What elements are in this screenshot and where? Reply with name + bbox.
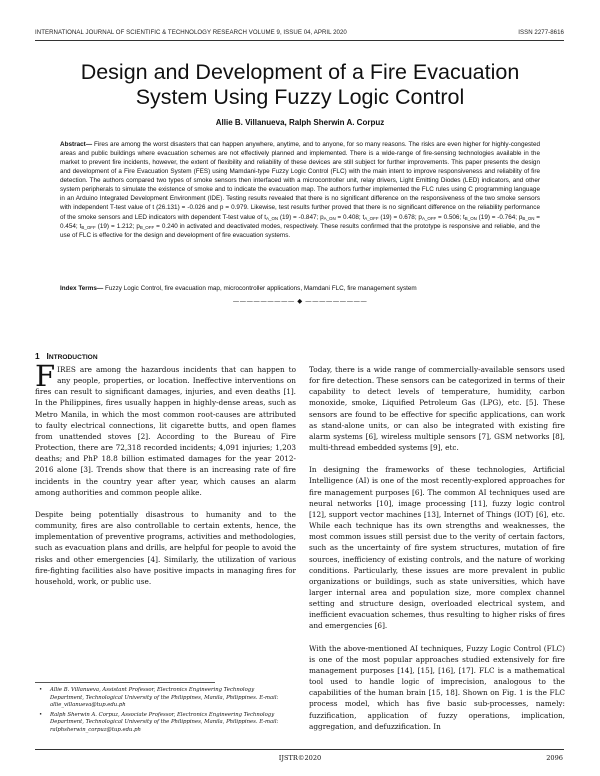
abstract-stat: $_{A\_OFF}$ = 0.506; t	[421, 213, 465, 221]
footer-copyright: IJSTR©2020	[278, 754, 322, 762]
stat-sub: B_OFF	[139, 224, 155, 230]
title-line-1: Design and Development of a Fire Evacuation	[80, 60, 520, 84]
paragraph: FIRES are among the hazardous incidents that can happen to any people, properties, or location. Ineffective interventions on fires can result to significant damages, injuries, and even deaths [1]. In the Philippines, fires usually happen in highly-dense areas, such as Metro Manila, in which the most common root-causes are attributed to faulty electrical connections, lit cigarette butts, and open flames from unattended stoves [2]. According to the Bureau of Fire Protection, there are 72,318 recorded incidents; 4,091 injuries; 1,203 deaths; and PhP 18.8 billion estimated damages for the year 2012-2016 alone [3]. Trends show that there is an increasing rate of fire incidents in the country year after year, which causes an alarm among authorities and common people alike.	[35, 359, 296, 497]
footnotes	[35, 687, 285, 736]
abstract-stat: $_{A\_OFF}$ (19) = 0.678; p	[364, 213, 422, 221]
running-header	[35, 29, 564, 39]
stat-sub: A_OFF	[421, 215, 437, 221]
right-column	[309, 364, 565, 743]
paragraph: With the above-mentioned AI techniques, Fuzzy Logic Control (FLC) is one of the most popular approaches studied extensively for fire management purposes [14], [15], [16], [17]. FLC is a mathematical tool used to handle logic of imprecision, analogous to the capabilities of the human brain [15, 18]. Shown on Fig. 1 is the FLC process model, which has five basic sub-processes, namely: fuzzification, application of fuzzy operations, implication, aggregation, and defuzzification. In	[309, 643, 565, 731]
stat-sub: B_ON	[464, 215, 477, 221]
journal-header: INTERNATIONAL JOURNAL OF SCIENTIFIC & TECHNOLOGY RESEARCH VOLUME 9, ISSUE 04, APRIL 2020	[35, 29, 347, 36]
bullet-icon: •	[39, 711, 43, 718]
abstract-stat: $_{B\_OFF}$ = 0.240 in activated and deactivated modes, respectively. These results confirmed that the prototype is responsive and reliable, and the use of FLC is effective for the design and development of fire evacuation systems.	[60, 222, 540, 239]
stat-sub: A_ON	[266, 215, 279, 221]
index-terms-label: Index Terms—	[60, 285, 104, 292]
issn-header: ISSN 2277-8616	[518, 29, 564, 36]
footnote: • Allie B. Villanueva, Assistant Professor, Electronics Engineering Technology Department, Technological University of the Philippines, Manila, Philippines. E-mail: allie_villanueva@tup.edu.ph	[39, 687, 279, 708]
drop-cap: F	[35, 359, 56, 393]
abstract-stat: $_{A\_ON}$ = 0.408; t	[323, 213, 365, 221]
abstract-stat: $_{B\_ON}$ = 0.454; t	[60, 213, 540, 230]
index-terms	[60, 284, 540, 293]
abstract-label: Abstract—	[60, 141, 93, 148]
stat-sub: B_OFF	[81, 224, 96, 230]
stat-sub: A_ON	[323, 215, 336, 221]
footnote: • Ralph Sherwin A. Corpuz, Associate Professor, Electronics Engineering Technology Department, Technological University of the Philippines, Manila, Philippines. E-mail: ralphsherwin_corpuz@tup.edu.ph	[39, 711, 279, 733]
title-line-2: System Using Fuzzy Logic Control	[135, 85, 465, 109]
section-number: 1	[35, 351, 40, 361]
authors: Allie B. Villanueva, Ralph Sherwin A. Corpuz	[215, 118, 385, 127]
footnote-rule	[35, 682, 215, 683]
header-rule	[35, 40, 564, 41]
stat-sub: A_OFF	[364, 215, 379, 221]
paragraph: Today, there is a wide range of commercially-available sensors used for fire detection. These sensors can be categorized in terms of their capability to detect levels of temperature, humidity, carbon monoxide, smoke, Liquified Petroleum Gas (LPG), etc. [5]. These sensors are found to be effective for specific applications, can work as stand-alone units, or can also be integrated with existing fire alarm systems [6], wireless multiple sensors [7], GSM networks [8], multi-thread embedded systems [9], etc.	[309, 365, 565, 453]
section-title-rest: NTRODUCTION	[48, 354, 98, 361]
page-number: 2096	[546, 754, 563, 762]
section-title-initial: I	[46, 351, 49, 361]
abstract-stat: $_{B\_ON}$ (19) = -0.764; p	[464, 213, 523, 221]
paragraph: In designing the frameworks of these technologies, Artificial Intelligence (AI) is one of the most recently-explored approaches for fire management purposes [6]. The common AI techniques used are neural networks [10], image processing [11], fuzzy logic control [12], support vector machines [13], Internet of Things (IOT) [6], etc. While each technique has its own strengths and weaknesses, the most common issues still persist due to the verity of certain factors, such as the uncertainty of fire system structures, mutation of fire sources, inefficiency of existing controls, and the nature of working conditions. Particularly, these issues are more prevalent in public organizations or buildings, such as state universities, which have larger internal area and population size, more complex channel setting and structure design, overloaded electrical system, and inefficient evacuation schemes, thus resulting to higher risks of fires and emergencies [6].	[309, 465, 565, 631]
footer-rule	[35, 749, 564, 750]
abstract	[60, 140, 540, 240]
section-separator: ————————— ◆ —————————	[232, 297, 368, 305]
abstract-stat: $_{B\_OFF}$ (19) = 1.212; p	[81, 222, 140, 230]
paragraph: Despite being potentially disastrous to humanity and to the community, fires are also controllable to certain extents, hence, the implementation of preventive programs, activities and methodologies, such as evacuation plans and drills, are helpful for people to avoid the risks and other emergencies [4]. Similarly, the utilization of various fire-fighting facilities also have positive impacts in managing fires for household, work, or public use.	[35, 509, 296, 586]
paper-title	[30, 60, 570, 110]
abstract-stat: $_{A\_ON}$ (19) = -0.847; p	[266, 213, 324, 221]
left-column	[35, 359, 296, 598]
stat-sub: B_ON	[522, 215, 535, 221]
bullet-icon: •	[39, 687, 43, 693]
abstract-text: Fires are among the worst disasters that can happen anywhere, anytime, and to anyone, for so many reasons. The risks are even higher for highly-congested areas and public buildings where evacuation schemes are not effectively planned and implemented. There is a wide-range of fire-sensing technologies available in the market to prevent fire incidents, however, the extent of flexibility and reliability of these devices are still subject for further improvements. This paper presents the design and development of a Fire Evacuation System (FES) using Mamdani-type Fuzzy Logic Control (FLC) with the main intent to improve responsiveness and reliability of fire detection. The authors compared two types of smoke sensors then interfaced with a microcontroller unit, relay drivers, Light Emitting Diodes (LED) indicators, and other system peripherals to simulate the existence of smoke and to indicate the evacuation map. The authors further implemented the FLC rules using C programming language in an Arduino Integrated Development Environment (IDE). Testing results revealed that there is no significant difference on the responsiveness of the two smoke sensors with independent T-test value of t (26.131) = -0.026 and p = 0.979. Likewise, test results further proved that there is no significant difference on the reliability performance of the smoke sensors and LED indicators with dependent T-test value of t	[60, 141, 540, 221]
index-terms-text: Fuzzy Logic Control, fire evacuation map, microcontroller applications, Mamdani FLC, fire management system	[103, 285, 417, 292]
